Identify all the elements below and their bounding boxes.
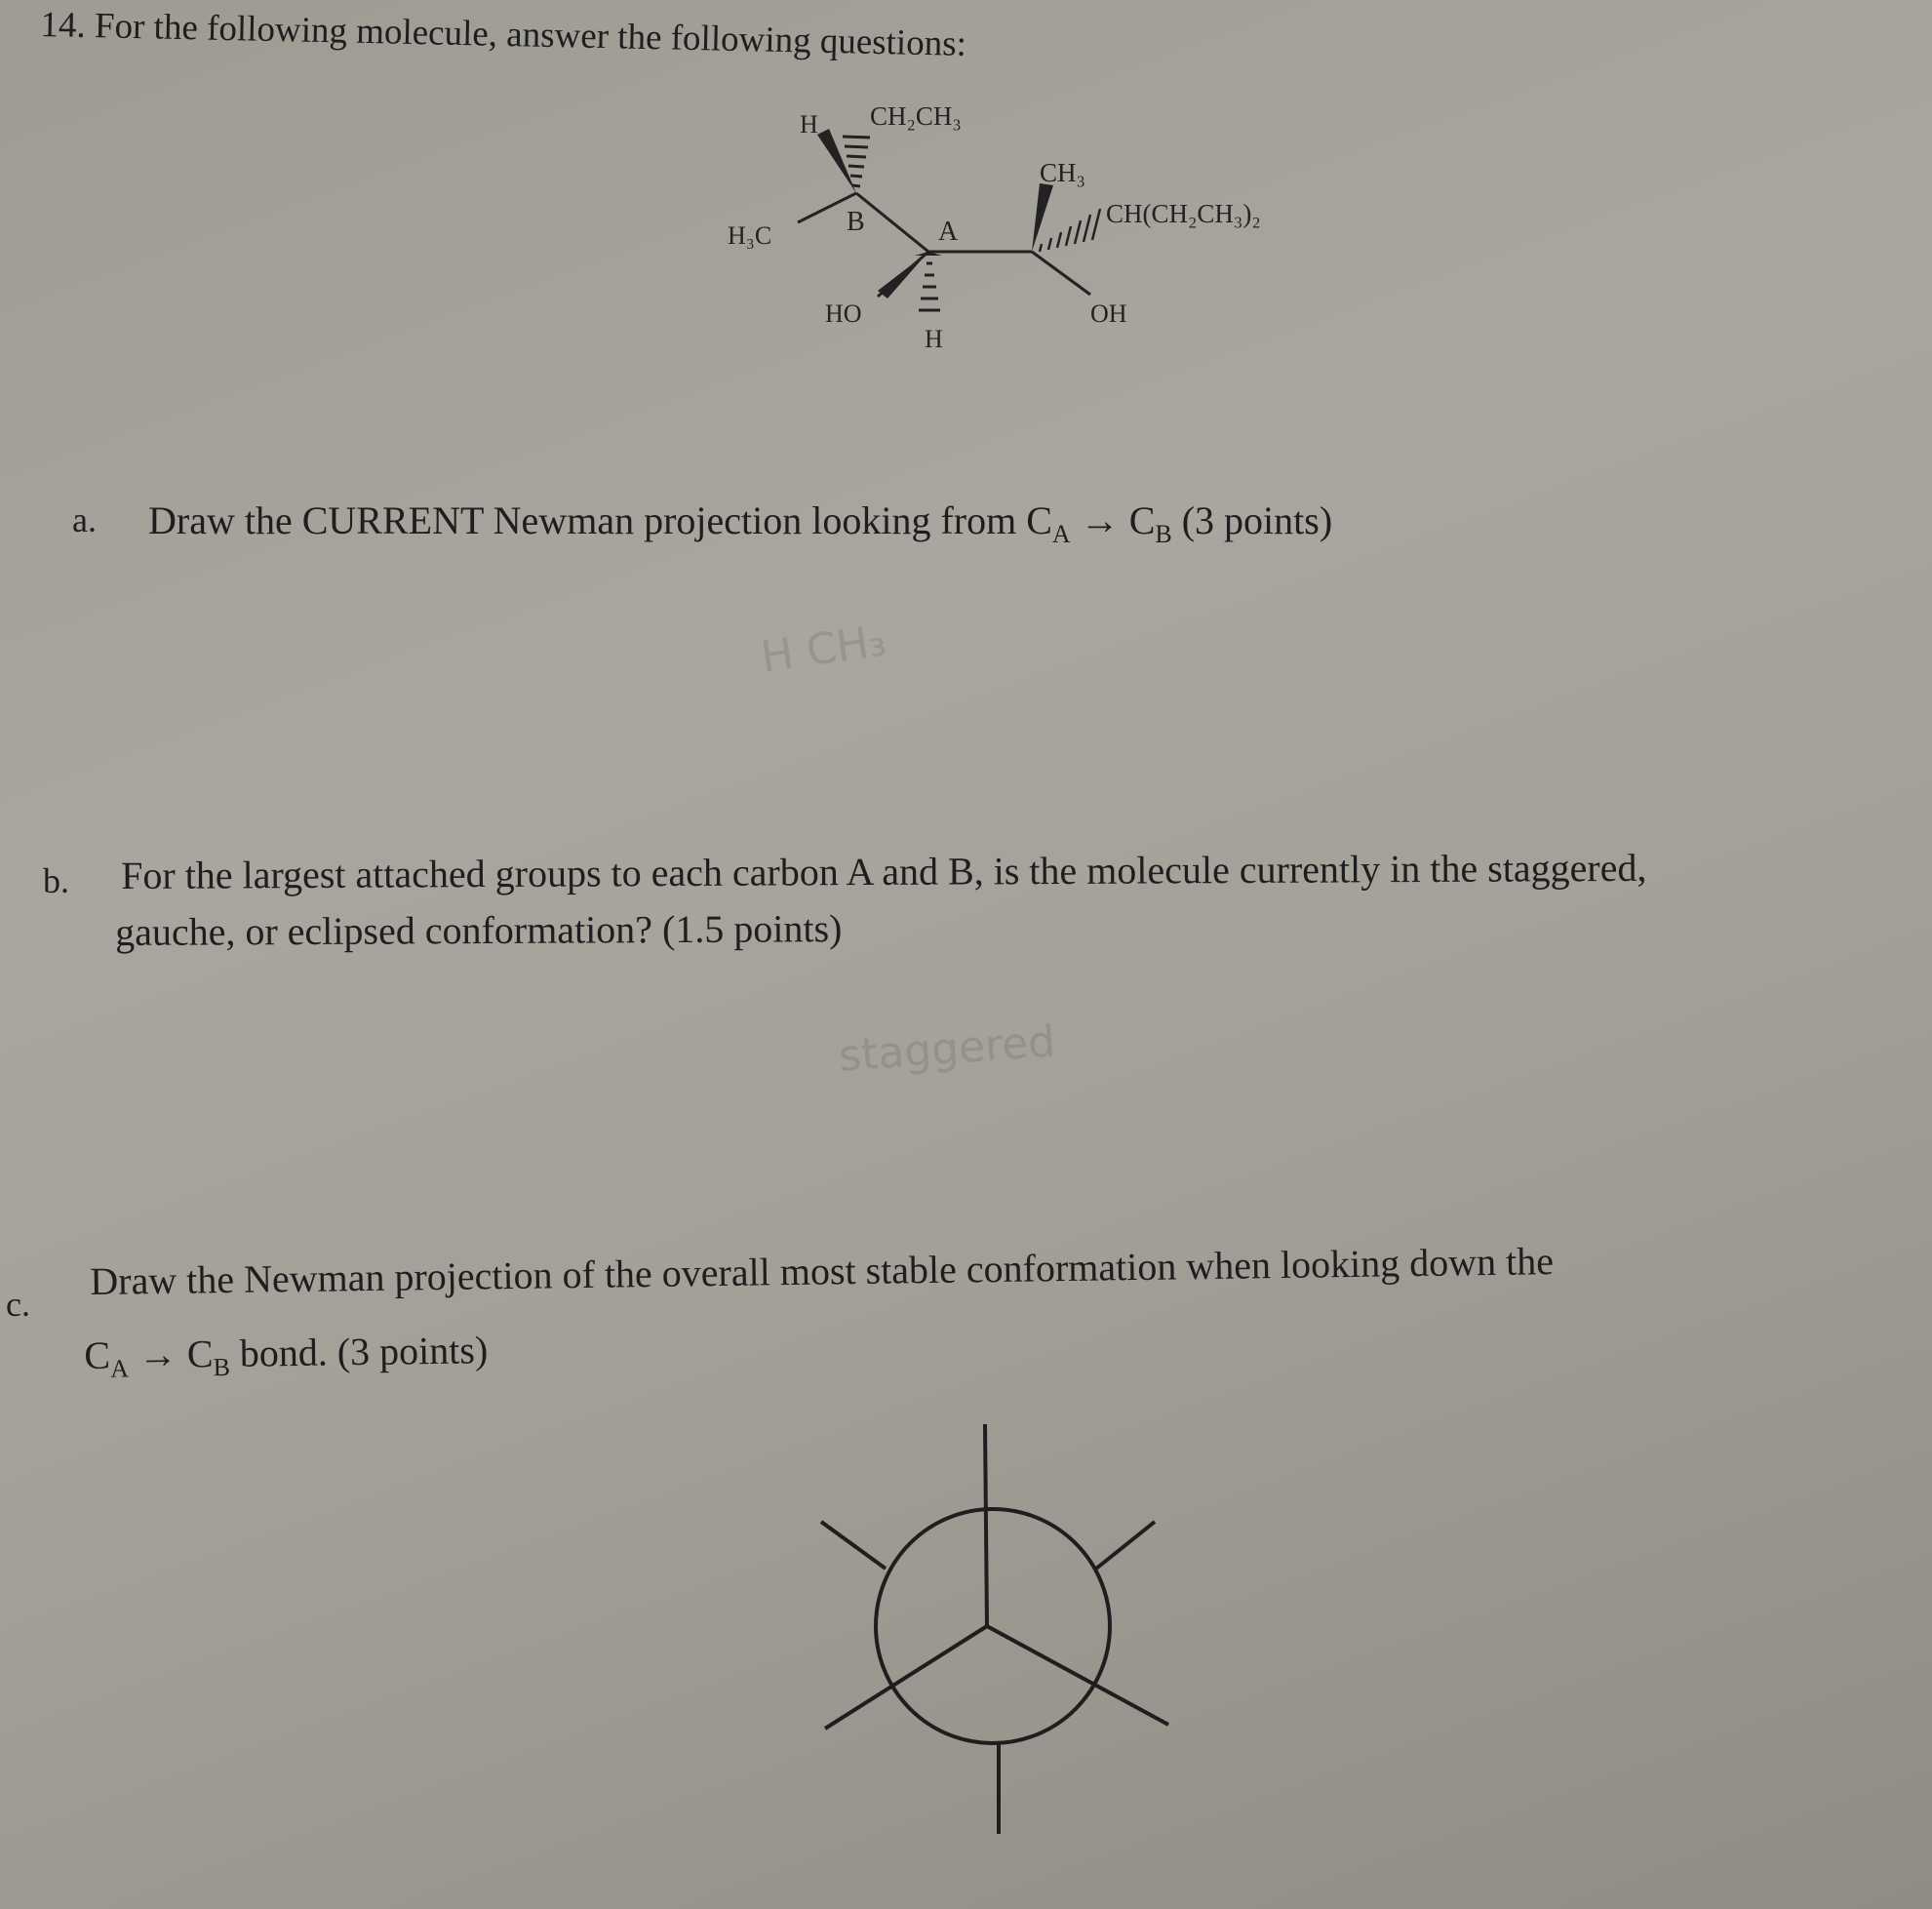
hash-bond-a-h <box>919 263 940 310</box>
part-b-label: b. <box>43 861 69 900</box>
label-b-h: H <box>800 110 818 139</box>
label-a-h: H <box>925 325 943 353</box>
hash-bond-c-group <box>1040 209 1100 252</box>
label-carbon-b: B <box>847 207 865 237</box>
part-a-text: Draw the CURRENT Newman projection looking from $C_A \to C_B$ (3 points) <box>148 498 1333 548</box>
label-carbon-a: A <box>938 217 959 247</box>
part-c-label: c. <box>6 1285 30 1324</box>
label-b-methyl: H₃C <box>728 221 772 250</box>
part-b-line2: gauche, or eclipsed conformation? (1.5 points) <box>115 906 843 954</box>
faint-handwriting-b: staggered <box>837 1016 1057 1082</box>
wedge-bond-a-oh <box>878 252 928 298</box>
faint-handwriting-a: H CH₃ <box>758 616 889 683</box>
wedge-bond-b-h <box>817 129 856 193</box>
label-c-oh: OH <box>1090 299 1127 328</box>
part-c-line1: Draw the Newman projection of the overall most stable conformation when looking down the <box>90 1239 1555 1303</box>
label-c-methyl: CH₃ <box>1040 158 1085 187</box>
part-c-line2: $C_A \to C_B$ bond. (3 points) <box>84 1328 489 1383</box>
hash-bond-b-ethyl <box>843 137 870 186</box>
label-c-group: CH(CH₂CH₃)₂ <box>1106 199 1261 228</box>
question-title: 14. For the following molecule, answer the following questions: <box>40 4 967 64</box>
newman-projection-template <box>821 1424 1168 1834</box>
part-a-label: a. <box>72 500 97 539</box>
part-b-line1: For the largest attached groups to each carbon A and B, is the molecule currently in the staggered, <box>121 845 1647 897</box>
label-b-oh: HO <box>825 299 862 328</box>
label-b-ethyl: CH₂CH₃ <box>870 101 962 131</box>
